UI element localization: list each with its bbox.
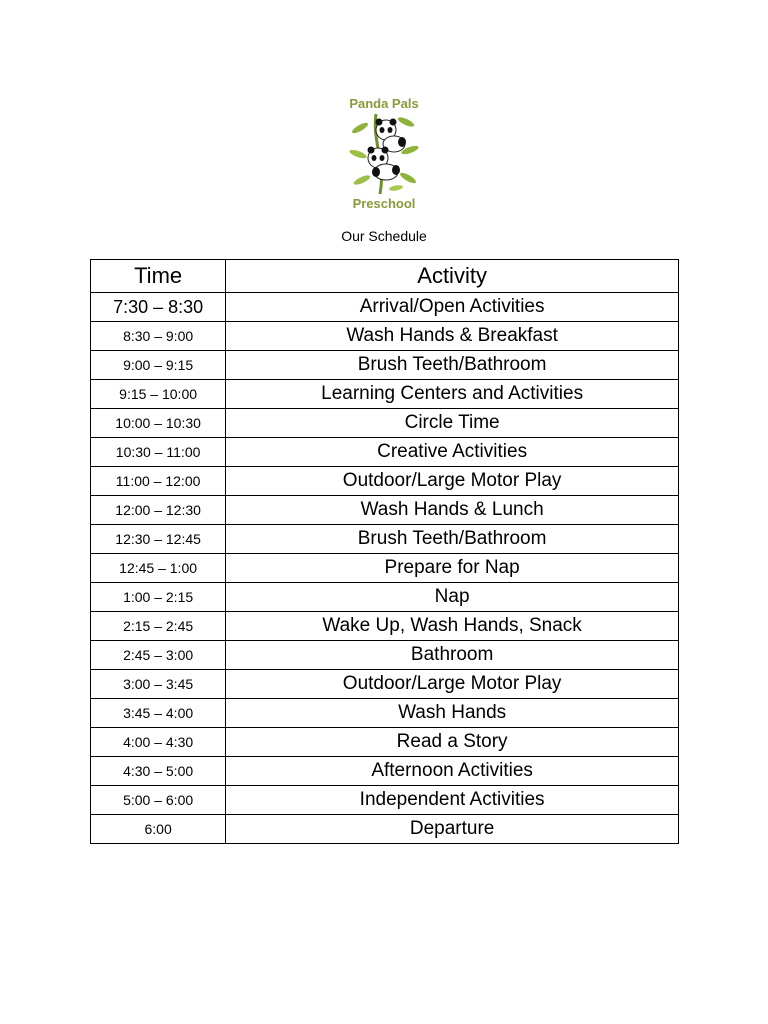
table-row [91,496,679,525]
table-row [91,467,679,496]
table-row [91,728,679,757]
activity-cell: Wake Up, Wash Hands, Snack [226,612,679,641]
time-cell: 2:15 – 2:45 [91,612,226,641]
time-cell: 1:00 – 2:15 [91,583,226,612]
time-cell: 9:15 – 10:00 [91,380,226,409]
preschool-logo [346,92,422,214]
time-cell: 3:45 – 4:00 [91,699,226,728]
time-cell: 7:30 – 8:30 [91,293,226,322]
activity-cell: Read a Story [226,728,679,757]
table-row [91,380,679,409]
table-row [91,786,679,815]
time-cell: 12:45 – 1:00 [91,554,226,583]
table-row [91,409,679,438]
table-row [91,554,679,583]
time-cell: 3:00 – 3:45 [91,670,226,699]
activity-cell: Wash Hands & Breakfast [226,322,679,351]
schedule-table [90,259,679,844]
activity-cell: Prepare for Nap [226,554,679,583]
activity-cell: Wash Hands & Lunch [226,496,679,525]
activity-column-header: Activity [226,260,679,293]
time-cell: 10:00 – 10:30 [91,409,226,438]
table-row [91,322,679,351]
table-row [91,815,679,844]
time-cell: 2:45 – 3:00 [91,641,226,670]
table-row [91,612,679,641]
time-cell: 4:30 – 5:00 [91,757,226,786]
table-row [91,699,679,728]
table-row [91,757,679,786]
activity-cell: Wash Hands [226,699,679,728]
logo-text-top: Panda Pals [349,96,419,111]
activity-cell: Brush Teeth/Bathroom [226,351,679,380]
time-cell: 10:30 – 11:00 [91,438,226,467]
activity-cell: Nap [226,583,679,612]
activity-cell: Outdoor/Large Motor Play [226,670,679,699]
time-cell: 11:00 – 12:00 [91,467,226,496]
table-row [91,438,679,467]
activity-cell: Bathroom [226,641,679,670]
table-row [91,351,679,380]
table-row [91,525,679,554]
activity-cell: Arrival/Open Activities [226,293,679,322]
panda-logo-icon [346,92,422,214]
time-cell: 12:30 – 12:45 [91,525,226,554]
time-cell: 4:00 – 4:30 [91,728,226,757]
table-row [91,670,679,699]
activity-cell: Brush Teeth/Bathroom [226,525,679,554]
activity-cell: Outdoor/Large Motor Play [226,467,679,496]
table-row [91,641,679,670]
time-cell: 8:30 – 9:00 [91,322,226,351]
time-cell: 9:00 – 9:15 [91,351,226,380]
activity-cell: Afternoon Activities [226,757,679,786]
logo-text-bottom: Preschool [352,196,416,211]
activity-cell: Creative Activities [226,438,679,467]
activity-cell: Departure [226,815,679,844]
time-cell: 6:00 [91,815,226,844]
time-cell: 5:00 – 6:00 [91,786,226,815]
schedule-subtitle: Our Schedule [341,228,427,244]
activity-cell: Circle Time [226,409,679,438]
activity-cell: Independent Activities [226,786,679,815]
time-cell: 12:00 – 12:30 [91,496,226,525]
time-column-header: Time [91,260,226,293]
table-row [91,583,679,612]
table-header-row [91,260,679,293]
activity-cell: Learning Centers and Activities [226,380,679,409]
table-row [91,293,679,322]
